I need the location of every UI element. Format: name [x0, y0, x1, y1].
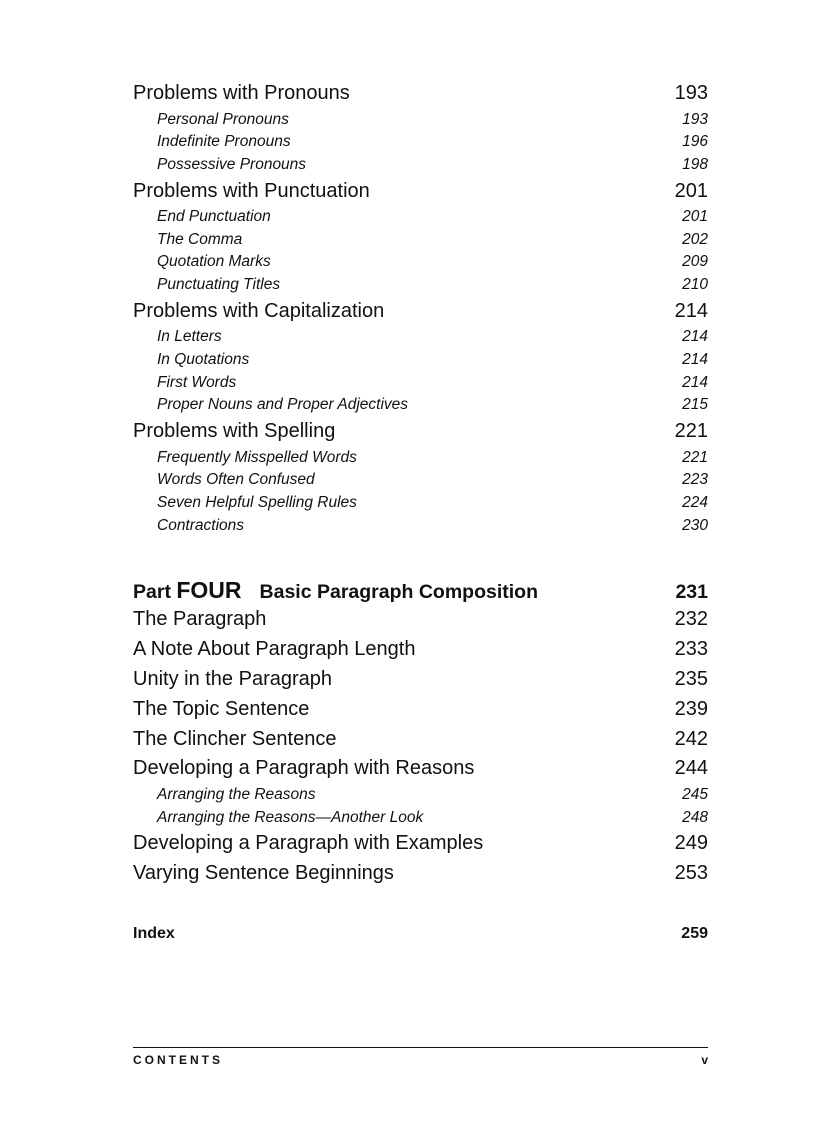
toc-section-page: 253 [674, 862, 708, 885]
part-entries [133, 605, 708, 889]
part-prefix: Part [133, 581, 171, 604]
toc-subentry [133, 394, 708, 417]
toc-section [133, 605, 708, 635]
page-footer [133, 1047, 708, 1067]
part-page: 231 [675, 581, 708, 604]
toc-section-title: Developing a Paragraph with Reasons [133, 757, 475, 780]
toc-subentry [133, 492, 708, 515]
toc-subentry-page: 214 [682, 328, 708, 346]
toc-section-title: The Topic Sentence [133, 697, 310, 720]
toc-section-title: A Note About Paragraph Length [133, 638, 416, 661]
part-heading [133, 575, 708, 605]
toc-subentry-title: In Letters [157, 328, 222, 346]
toc-section [133, 177, 708, 207]
toc-subentry-title: Frequently Misspelled Words [157, 448, 357, 466]
toc-subentry [133, 229, 708, 252]
toc-subentry-page: 230 [682, 516, 708, 534]
toc-subentry [133, 109, 708, 132]
toc-subentry-title: Personal Pronouns [157, 110, 289, 128]
toc-subentry [133, 447, 708, 470]
footer-label: CONTENTS [133, 1053, 223, 1067]
toc-section-page: 244 [674, 757, 708, 780]
toc-section-title: Problems with Punctuation [133, 179, 370, 202]
toc-section-page: 239 [674, 697, 708, 720]
toc-subentry-page: 202 [682, 230, 708, 248]
toc-subentry-page: 245 [682, 786, 708, 804]
toc-subentry [133, 154, 708, 177]
toc-subentry-page: 224 [682, 493, 708, 511]
toc-section [133, 725, 708, 755]
toc-section [133, 417, 708, 447]
toc-section-page: 214 [674, 299, 708, 322]
toc-section-title: The Clincher Sentence [133, 727, 337, 750]
toc-section [133, 754, 708, 784]
toc-subentry [133, 807, 708, 830]
part-title [133, 575, 538, 607]
toc-section [133, 665, 708, 695]
toc-subentry [133, 326, 708, 349]
toc-section [133, 79, 708, 109]
toc-subentry-title: First Words [157, 373, 237, 391]
toc-subentry-page: 214 [682, 373, 708, 391]
toc-section-page: 193 [674, 82, 708, 104]
part-name: Basic Paragraph Composition [259, 581, 539, 604]
toc-subentry-title: Quotation Marks [157, 253, 271, 271]
toc-subentry-title: Proper Nouns and Proper Adjectives [157, 396, 409, 414]
index-title: Index [133, 925, 175, 942]
toc-subentry [133, 349, 708, 372]
toc-subentry [133, 372, 708, 395]
toc-section [133, 695, 708, 725]
toc-section-page: 233 [674, 638, 708, 661]
toc-section-title: Problems with Spelling [133, 420, 336, 443]
index-entry [133, 925, 708, 943]
part-number: FOUR [176, 577, 242, 604]
toc-section-title: The Paragraph [133, 608, 267, 631]
toc-section-page: 201 [674, 179, 708, 202]
toc-subentry-title: In Quotations [157, 351, 250, 368]
toc-subentry [133, 274, 708, 297]
toc-subentry-page: 214 [682, 351, 708, 368]
toc-subentry-page: 201 [682, 208, 708, 226]
toc-subentry [133, 206, 708, 229]
toc-section-page: 221 [674, 420, 708, 443]
toc-section [133, 829, 708, 859]
toc-subentry-title: The Comma [157, 230, 243, 248]
toc-subentry-title: Words Often Confused [157, 471, 315, 489]
toc-section-title: Developing a Paragraph with Examples [133, 832, 484, 855]
toc-section-title: Varying Sentence Beginnings [133, 862, 394, 885]
toc-subentry-title: Indefinite Pronouns [157, 133, 291, 151]
toc-section-title: Unity in the Paragraph [133, 667, 333, 690]
toc-subentry-page: 221 [682, 448, 708, 466]
toc-subentry-title: Seven Helpful Spelling Rules [157, 493, 357, 511]
index-page: 259 [681, 925, 708, 942]
toc-subentry [133, 469, 708, 492]
toc-subentry-title: Arranging the Reasons—Another Look [157, 808, 424, 826]
toc-section-title: Problems with Pronouns [133, 82, 350, 104]
toc-subentry [133, 131, 708, 154]
toc-subentry [133, 251, 708, 274]
toc-section-page: 232 [674, 608, 708, 631]
toc [133, 79, 708, 889]
toc-subentry-page: 196 [682, 133, 708, 151]
footer-page-number: v [701, 1053, 708, 1067]
toc-subentry-title: Arranging the Reasons [157, 786, 316, 804]
toc-section [133, 859, 708, 889]
toc-section-title: Problems with Capitalization [133, 299, 385, 322]
toc-subentry-page: 209 [682, 253, 708, 271]
toc-subentry-page: 210 [682, 276, 708, 294]
toc-subentry-title: Contractions [157, 516, 245, 534]
toc-subentry-page: 198 [682, 155, 708, 173]
toc-subentry [133, 515, 708, 538]
toc-subentry-page: 248 [682, 808, 708, 826]
toc-subentry-page: 223 [682, 471, 708, 489]
toc-sections [133, 79, 708, 537]
toc-subentry-title: Possessive Pronouns [157, 155, 307, 173]
toc-subentry [133, 784, 708, 807]
toc-section [133, 635, 708, 665]
toc-subentry-page: 215 [682, 396, 708, 414]
toc-section-page: 235 [674, 667, 708, 690]
toc-subentry-title: End Punctuation [157, 208, 271, 226]
toc-subentry-page: 193 [682, 110, 708, 128]
toc-section-page: 249 [674, 832, 708, 855]
toc-subentry-title: Punctuating Titles [157, 276, 281, 294]
toc-section-page: 242 [674, 727, 708, 750]
toc-section [133, 297, 708, 327]
